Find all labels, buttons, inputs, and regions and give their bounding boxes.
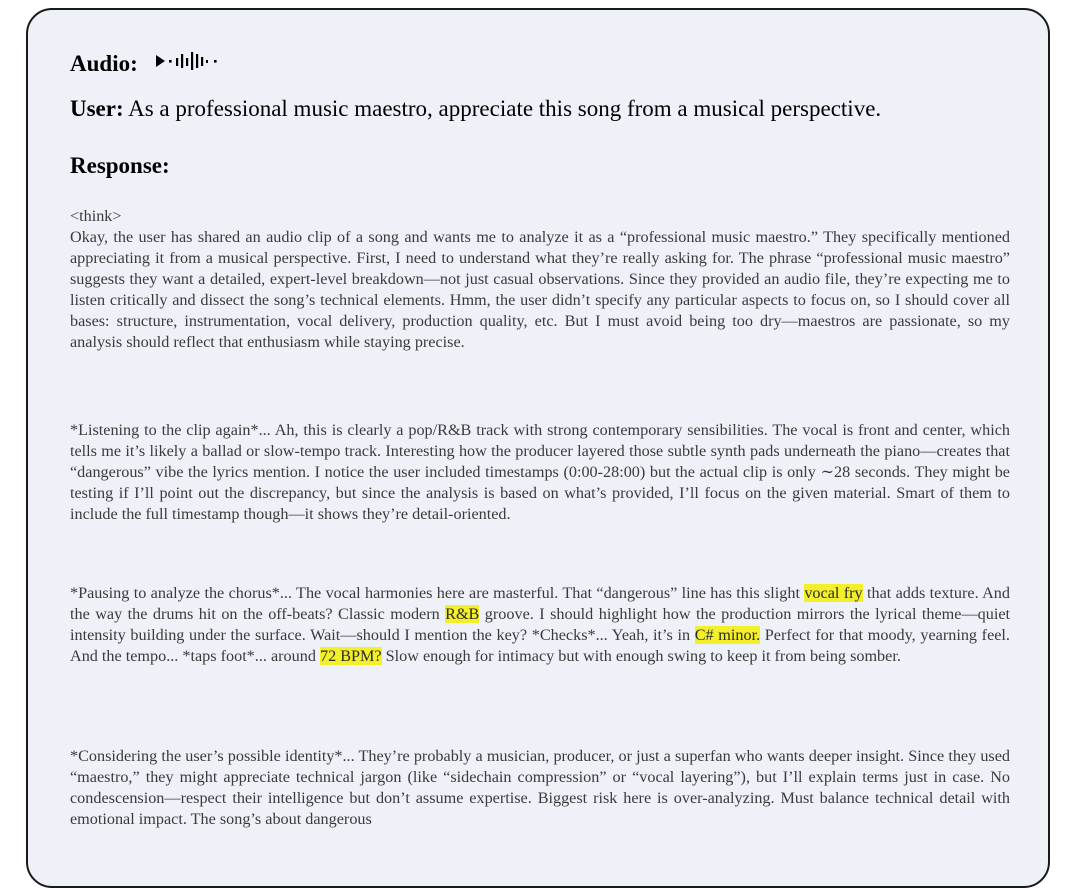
p3-text-2: that adds texture. And the way the drums hit on the off-beats? Classic modern: [70, 584, 1010, 623]
audio-label: Audio:: [70, 51, 138, 76]
response-label: Response:: [70, 153, 170, 178]
paragraph-3: [70, 583, 1010, 667]
user-prompt: [70, 96, 1012, 122]
highlight-key: C# minor.: [694, 626, 761, 644]
p3-text-1: *Pausing to analyze the chorus*... The vocal harmonies here are masterful. That “dangerous” line has this slight: [70, 584, 805, 602]
audio-row: [70, 50, 246, 78]
paragraph-2: *Listening to the clip again*... Ah, this is clearly a pop/R&B track with strong contemporary sensibilities. The vocal is front and center, which tells me it’s likely a ballad or slow-tempo track. Interesting how the producer layered those subtle synth pads underneath the piano—creates that “dangerous” vibe the lyrics mention. I notice the user included timestamps (0:00-28:00) but the actual clip is only ∼28 seconds. They might be testing if I’ll point out the discrepancy, but since the analysis is based on what’s provided, I’ll focus on the given material. Smart of them to include the full timestamp though—it shows they’re detail-oriented.: [70, 421, 1010, 523]
user-label: User:: [70, 96, 124, 121]
paragraph-1: Okay, the user has shared an audio clip of a song and wants me to analyze it as a “professional music maestro.” They specifically mentioned appreciating it from a musical perspective. First, I need to understand what they’re really asking for. The phrase “professional music maestro” suggests they want a detailed, expert-level breakdown—not just casual observations. Since they provided an audio file, they’re expecting me to listen critically and dissect the song’s technical elements. Hmm, the user didn’t specify any particular aspects to focus on, so I should cover all bases: structure, instrumentation, vocal delivery, production quality, etc. But I must avoid being too dry—maestros are passionate, so my analysis should reflect that enthusiasm while staying precise.: [70, 228, 1010, 351]
audio-waveform-play-icon[interactable]: [156, 50, 246, 78]
p3-text-4: Perfect for that moody, yearning feel. And the tempo... *taps foot*... around: [70, 626, 1010, 665]
highlight-bpm: 72 BPM?: [319, 647, 382, 665]
think-tag: <think>: [70, 207, 122, 225]
p3-text-5: Slow enough for intimacy but with enough swing to keep it from being somber.: [381, 647, 901, 665]
highlight-vocal-fry: vocal fry: [804, 584, 863, 602]
highlight-rnb: R&B: [445, 605, 480, 623]
p3-text-3: groove. I should highlight how the production mirrors the lyrical theme—quiet intensity building under the surface. Wait—should I mention the key? *Checks*... Yeah, it’s in: [70, 605, 1010, 644]
response-card: [26, 8, 1050, 888]
user-text: As a professional music maestro, appreciate this song from a musical perspective.: [128, 96, 882, 121]
paragraph-4: *Considering the user’s possible identity*... They’re probably a musician, producer, or just a superfan who wants deeper insight. Since they used “maestro,” they might appreciate technical jargon (like “sidechain compression” or “vocal layering”), but I’ll explain terms just in case. No condescension—respect their intelligence but don’t assume expertise. Biggest risk here is over-analyzing. Must balance technical detail with emotional impact. The song’s about dangerous: [70, 747, 1010, 828]
